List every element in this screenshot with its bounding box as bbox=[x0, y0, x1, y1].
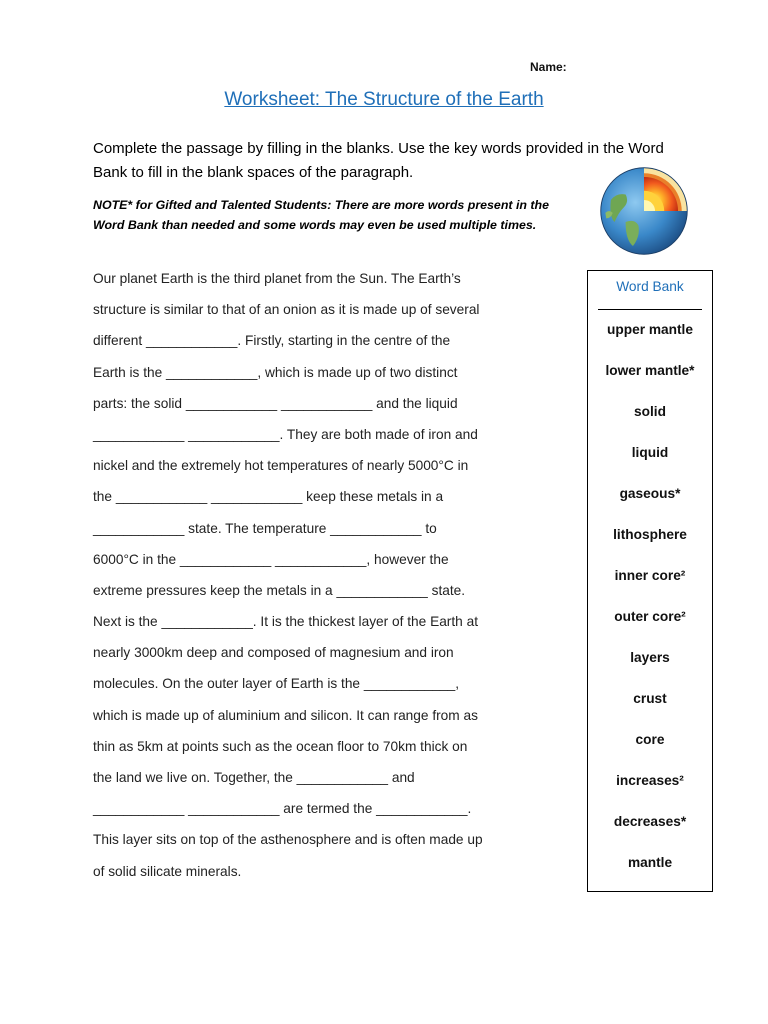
page-title: Worksheet: The Structure of the Earth bbox=[224, 89, 544, 110]
word-bank-list bbox=[588, 318, 712, 892]
gifted-note: NOTE* for Gifted and Talented Students: There are more words present in the Word Bank than needed and some words may even be used multiple times. bbox=[93, 198, 549, 232]
passage-line: 6000°C in the ____________ ____________, however the bbox=[93, 551, 449, 567]
passage-line: which is made up of aluminium and silicon. It can range from as bbox=[93, 707, 478, 723]
passage-line: extreme pressures keep the metals in a ____________ state. bbox=[93, 582, 466, 598]
word-bank-item: upper mantle bbox=[607, 322, 693, 337]
word-bank-item: gaseous* bbox=[619, 486, 681, 501]
passage-line: ____________ ____________ are termed the ____________. bbox=[93, 801, 472, 817]
word-bank-item: decreases* bbox=[613, 814, 687, 829]
passage bbox=[93, 263, 573, 887]
word-bank-item: solid bbox=[634, 404, 666, 419]
word-bank-item: layers bbox=[630, 650, 670, 665]
passage-line: Our planet Earth is the third planet from the Sun. The Earth’s bbox=[93, 271, 461, 286]
passage-line: Earth is the ____________, which is made up of two distinct bbox=[93, 364, 458, 380]
word-bank-item: liquid bbox=[631, 445, 669, 460]
passage-line: structure is similar to that of an onion as it is made up of several bbox=[93, 302, 480, 318]
passage-line: the land we live on. Together, the ____________ and bbox=[93, 770, 415, 785]
passage-line: nickel and the extremely hot temperatures of nearly 5000°C in bbox=[93, 458, 469, 474]
word-bank-item: inner core² bbox=[614, 568, 686, 583]
word-bank-item: outer core² bbox=[614, 609, 686, 624]
name-label: Name: bbox=[530, 60, 567, 74]
passage-line: the ____________ ____________ keep these metals in a bbox=[93, 489, 444, 505]
passage-line: parts: the solid ____________ ____________ and the liquid bbox=[93, 395, 458, 411]
word-bank-item: crust bbox=[633, 691, 667, 706]
word-bank-item: lithosphere bbox=[613, 527, 687, 542]
word-bank-item: increases² bbox=[616, 773, 684, 788]
word-bank-item: lower mantle* bbox=[605, 363, 695, 378]
passage-line: Next is the ____________. It is the thickest layer of the Earth at bbox=[93, 614, 479, 630]
word-bank-item: core bbox=[635, 732, 665, 747]
word-bank-divider bbox=[598, 309, 702, 310]
word-bank-box bbox=[587, 270, 713, 892]
word-bank-title: Word Bank bbox=[616, 279, 684, 294]
passage-line: of solid silicate minerals. bbox=[93, 863, 242, 879]
passage-line: different ____________. Firstly, starting in the centre of the bbox=[93, 333, 451, 349]
word-bank-item: mantle bbox=[627, 855, 673, 870]
passage-line: nearly 3000km deep and composed of magnesium and iron bbox=[93, 645, 454, 661]
earth-cross-section-icon bbox=[598, 165, 690, 257]
passage-line: molecules. On the outer layer of Earth is the ____________, bbox=[93, 676, 459, 692]
passage-line: This layer sits on top of the asthenosphere and is often made up bbox=[93, 832, 483, 848]
passage-line: thin as 5km at points such as the ocean floor to 70km thick on bbox=[93, 738, 468, 754]
instructions: Complete the passage by filling in the blanks. Use the key words provided in the Word Bank to fill in the blank spaces of the paragraph. bbox=[93, 140, 664, 181]
passage-line: ____________ ____________. They are both made of iron and bbox=[93, 426, 478, 442]
passage-line: ____________ state. The temperature ____________ to bbox=[93, 520, 437, 536]
